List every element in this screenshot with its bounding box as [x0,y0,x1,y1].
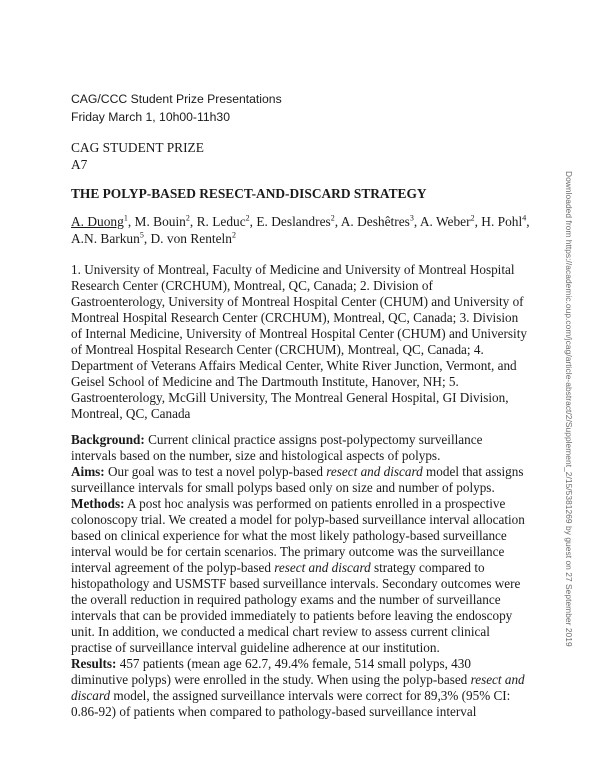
abstract-code: A7 [71,157,88,172]
methods-text: practise of surveillance interval guideline adherence at our institution. [71,640,440,655]
affiliation-line: Montreal Hospital Research Center (CRCHUM), Montreal, QC, Canada; 3. Division [71,310,519,325]
methods-text: histopathology and USMSTF based surveillance intervals. Secondary outcomes were [71,576,521,591]
session-header [71,90,282,126]
author-list: A. Duong$^1$, M. Bouin$^2$, R. Leduc$^2$, E. Deslandres$^2$, A. Deshêtres$^3$, A. Weber$^2$, H. Pohl$^4$, A.N. Barkun$^5$, D. von Renteln$^2$ [71,213,530,246]
affiliations [71,262,551,422]
methods-text: unit. In addition, we conducted a medical chart review to assess current clinical [71,624,490,639]
author-affiliation-mark: 2 [470,213,475,223]
results-text-line [71,688,551,704]
author-name: E. Deslandres [256,214,331,229]
aims-section [71,464,551,480]
methods-text: strategy compared to [370,560,485,575]
results-section [71,656,551,672]
affiliation-line: Gastroenterology, University of Montreal Hospital Center (CHUM) and University of [71,294,524,309]
background-label: Background: [71,432,145,447]
background-text: Current clinical practice assigns post-polypectomy surveillance [144,432,483,447]
methods-text: based on clinical experience for what the most likely pathology-based surveillance [71,528,507,543]
author-affiliation-mark: 2 [185,213,190,223]
author-name: A. Deshêtres [340,214,410,229]
results-text: model, the assigned surveillance intervals were correct for 89,3% (95% CI: [110,688,511,703]
author-name: M. Bouin [134,214,186,229]
session-time: Friday March 1, 10h00-11h30 [71,110,230,124]
affiliation-line: Montreal, QC, Canada [71,406,191,421]
author-name: A. Duong [71,214,124,229]
background-section [71,432,551,448]
methods-label: Methods: [71,496,125,511]
methods-text: colonoscopy trial. We created a model for polyp-based surveillance interval allocation [71,512,525,527]
author-affiliation-mark: 2 [231,230,236,240]
author-affiliation-mark: 1 [123,213,128,223]
results-emphasis: resect and [470,672,525,687]
methods-text: the overall reduction in required pathology exams and the number of surveillance [71,592,501,607]
methods-text-line [71,560,551,576]
affiliation-line: Gastroenterology, McGill University, The Montreal General Hospital, GI Division, [71,390,509,405]
results-emphasis: discard [71,688,111,703]
author-affiliation-mark: 5 [139,230,144,240]
methods-text: interval agreement of the polyp-based [71,560,275,575]
results-label: Results: [71,656,117,671]
session-title: CAG/CCC Student Prize Presentations [71,92,282,106]
author-name: A.N. Barkun [71,231,140,246]
methods-section [71,496,551,512]
affiliation-line: 1. University of Montreal, Faculty of Medicine and University of Montreal Hospital [71,262,515,277]
affiliation-line: Research Center (CRCHUM), Montreal, QC, Canada; 2. Division of [71,278,433,293]
aims-text: surveillance intervals for small polyps based only on size and number of polyps. [71,480,495,495]
results-text-line [71,672,551,688]
author-affiliation-mark: 2 [245,213,250,223]
methods-text: intervals that can be provided immediately to patients before leaving the endoscopy [71,608,513,623]
methods-emphasis: resect and discard [274,560,371,575]
results-text: diminutive polyps) were enrolled in the study. When using the polyp-based [71,672,471,687]
aims-text: model that assigns [422,464,524,479]
abstract-body [71,432,551,720]
author-affiliation-mark: 3 [409,213,414,223]
abstract-title: THE POLYP-BASED RESECT-AND-DISCARD STRATEGY [71,186,427,201]
results-text: 0.86-92) of patients when compared to pathology-based surveillance interval [71,704,477,719]
aims-emphasis: resect and discard [326,464,423,479]
methods-text: interval would be for certain scenarios. The primary outcome was the surveillance [71,544,505,559]
prize-label: CAG STUDENT PRIZE [71,140,204,155]
author-name: R. Leduc [196,214,246,229]
affiliation-line: Geisel School of Medicine and The Dartmouth Institute, Hanover, NH; 5. [71,374,459,389]
author-name: D. von Renteln [150,231,232,246]
affiliation-line: of Montreal Hospital Research Center (CRCHUM), Montreal, QC, Canada; 4. [71,342,484,357]
affiliation-line: Department of Veterans Affairs Medical Center, White River Junction, Vermont, and [71,358,517,373]
methods-text: A post hoc analysis was performed on patients enrolled in a prospective [124,496,506,511]
aims-text: Our goal was to test a novel polyp-based [104,464,327,479]
results-text: 457 patients (mean age 62.7, 49.4% female, 514 small polyps, 430 [116,656,471,671]
prize-block [71,139,204,173]
aims-label: Aims: [71,464,105,479]
background-text: intervals based on the number, size and histological aspects of polyps. [71,448,441,463]
download-watermark: Downloaded from https://academic.oup.com/jcag/article-abstract/2/Supplement_2/15/5381269 by guest on 27 September 2019 [564,171,574,647]
author-name: A. Weber [419,214,471,229]
author-affiliation-mark: 4 [522,213,527,223]
author-affiliation-mark: 2 [330,213,335,223]
author-name: H. Pohl [481,214,523,229]
affiliation-line: of Internal Medicine, University of Montreal Hospital Center (CHUM) and University [71,326,527,341]
